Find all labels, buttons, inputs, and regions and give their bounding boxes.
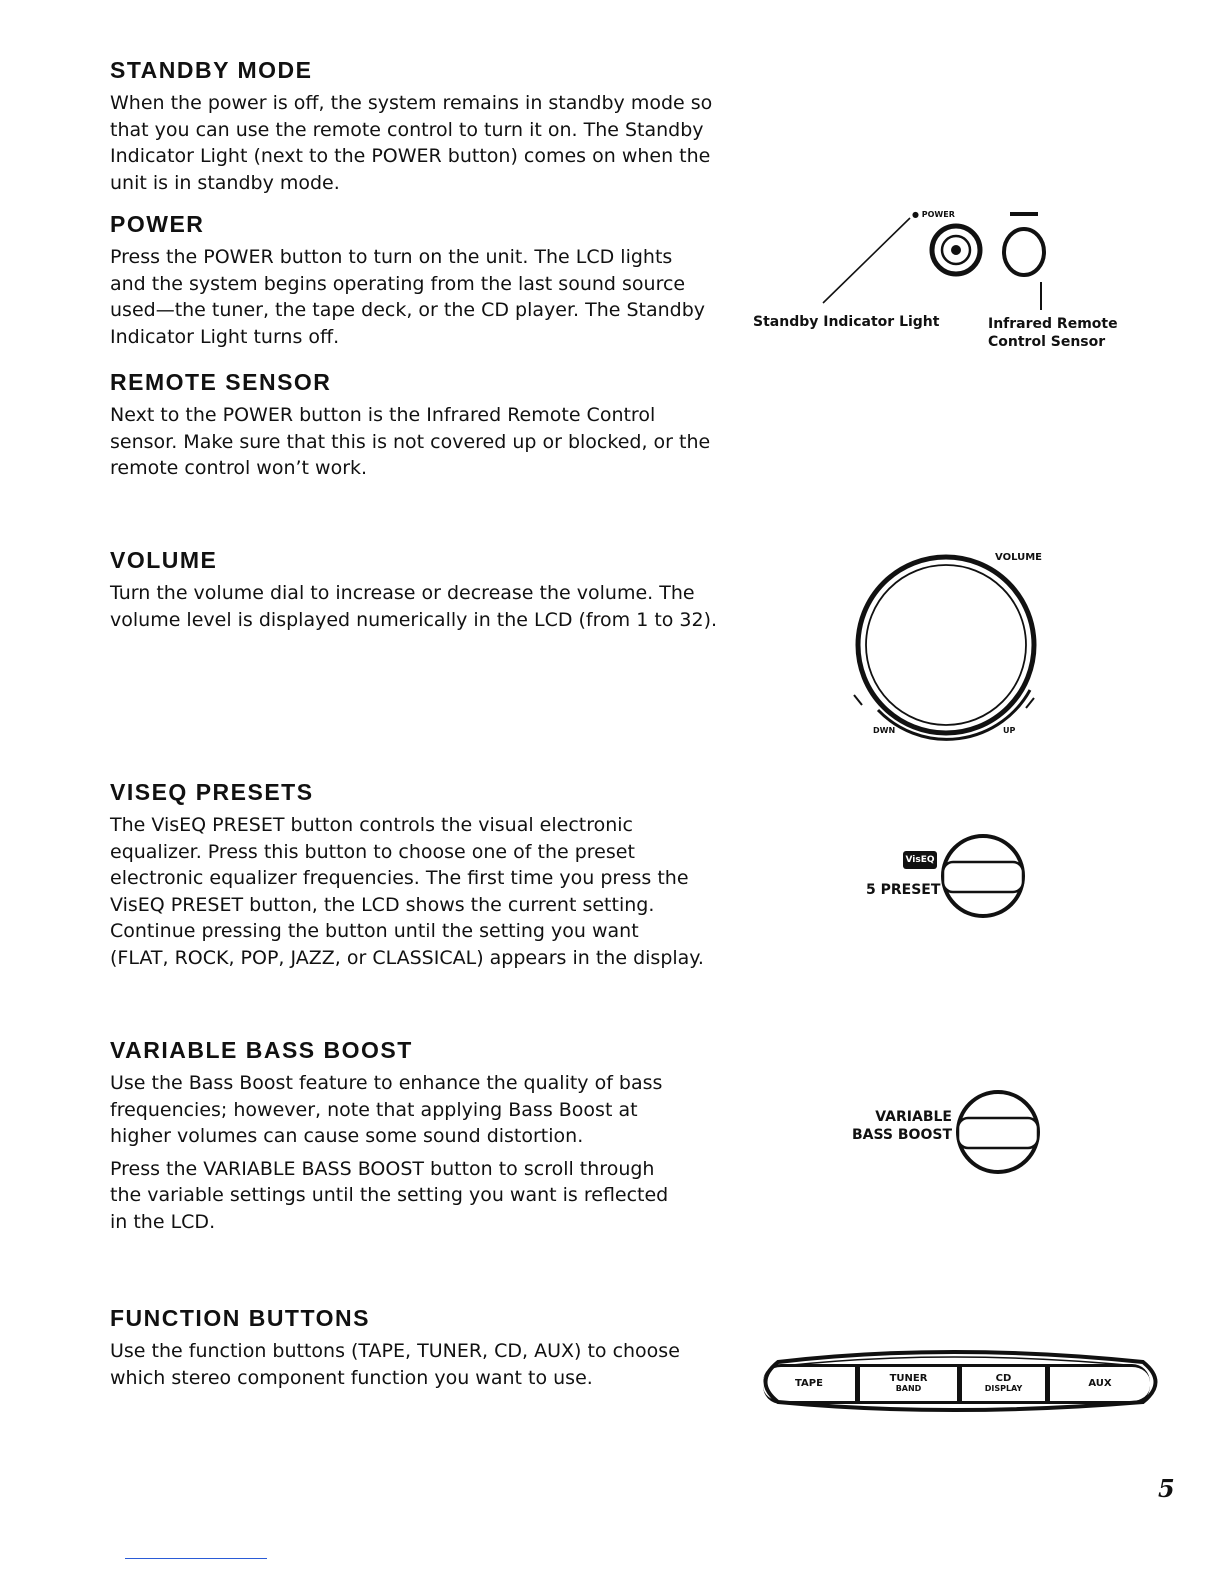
paragraph-bass-boost-2: Press the VARIABLE BASS BOOST button to scroll through the variable settings until the setting you want is reflected in the LCD.	[110, 1157, 669, 1233]
cd-display-button[interactable]	[959, 1364, 1048, 1404]
aux-button[interactable]	[1047, 1364, 1150, 1404]
infrared-sensor-label: Infrared Remote Control Sensor	[988, 316, 1118, 350]
viseq-preset-label: 5 PRESET	[866, 882, 941, 898]
standby-leader-line	[823, 218, 910, 303]
down-tick	[854, 695, 862, 705]
up-tick	[1026, 698, 1034, 708]
heading-volume: VOLUME	[110, 547, 218, 573]
section-viseq-presets	[110, 778, 750, 971]
section-function-buttons	[110, 1304, 750, 1391]
paragraph-standby-mode: When the power is off, the system remains in standby mode so that you can use the remote control to turn it on. The Standby Indicator Light (next to the POWER button) comes on when the unit is in standby mode.	[110, 92, 713, 194]
display-sub-label: DISPLAY	[984, 1384, 1023, 1393]
bass-boost-label: VARIABLE BASS BOOST	[851, 1109, 952, 1143]
cd-button-label: CD	[995, 1373, 1012, 1384]
paragraph-viseq-presets: The VisEQ PRESET button controls the visual electronic equalizer. Press this button to choose one of the preset electronic equalizer frequencies. The first time you press the VisEQ PRESET button, the LCD shows the current setting. Continue pressing the button until the setting you want (FLAT, ROCK, POP, JAZZ, or CLASSICAL) appears in the display.	[110, 814, 704, 969]
band-sub-label: BAND	[895, 1384, 922, 1393]
section-power	[110, 210, 750, 350]
aux-button-label: AUX	[1088, 1378, 1112, 1389]
standby-indicator-label: Standby Indicator Light	[753, 314, 940, 330]
volume-knob-icon	[858, 557, 1034, 733]
tuner-button-label: TUNER	[889, 1373, 928, 1384]
paragraph-volume: Turn the volume dial to increase or decrease the volume. The volume level is displayed numerically in the LCD (from 1 to 32).	[110, 582, 718, 631]
volume-down-label: DWN	[873, 726, 896, 735]
paragraph-function-buttons: Use the function buttons (TAPE, TUNER, CD, AUX) to choose which stereo component function you want to use.	[110, 1340, 680, 1389]
heading-standby-mode: STANDBY MODE	[110, 57, 313, 83]
paragraph-bass-boost-1: Use the Bass Boost feature to enhance the quality of bass frequencies; however, note that applying Bass Boost at higher volumes can cause some sound distortion.	[110, 1072, 663, 1147]
infrared-sensor-icon	[1004, 229, 1044, 275]
tape-button[interactable]	[763, 1364, 858, 1404]
viseq-badge-icon: VisEQ	[903, 851, 937, 869]
paragraph-power: Press the POWER button to turn on the unit. The LCD lights and the system begins operating from the last sound source used—the tuner, the tape deck, or the CD player. The Standby Indicator Light turns off.	[110, 246, 706, 348]
section-remote-sensor	[110, 368, 750, 482]
heading-function-buttons: FUNCTION BUTTONS	[110, 1305, 370, 1331]
section-variable-bass-boost	[110, 1036, 750, 1235]
footer-rule	[125, 1558, 267, 1559]
volume-knob-label: VOLUME	[995, 552, 1042, 563]
heading-viseq-presets: VISEQ PRESETS	[110, 779, 314, 805]
heading-remote-sensor: REMOTE SENSOR	[110, 369, 332, 395]
section-volume	[110, 546, 750, 633]
viseq-button-drawing	[935, 830, 1035, 930]
volume-up-label: UP	[1003, 726, 1016, 735]
volume-knob-drawing	[840, 540, 1060, 750]
power-button-label: ● POWER	[912, 210, 955, 219]
bass-boost-button-drawing	[950, 1086, 1050, 1186]
tuner-band-button[interactable]	[857, 1364, 960, 1404]
paragraph-remote-sensor: Next to the POWER button is the Infrared Remote Control sensor. Make sure that this is not covered up or blocked, or the remote control won’t work.	[110, 404, 711, 479]
heading-variable-bass-boost: VARIABLE BASS BOOST	[110, 1037, 413, 1063]
section-standby-mode	[110, 56, 750, 196]
page-number: 5	[1158, 1474, 1175, 1503]
tape-button-label: TAPE	[795, 1378, 823, 1389]
sensor-marker	[1010, 212, 1038, 216]
heading-power: POWER	[110, 211, 205, 237]
